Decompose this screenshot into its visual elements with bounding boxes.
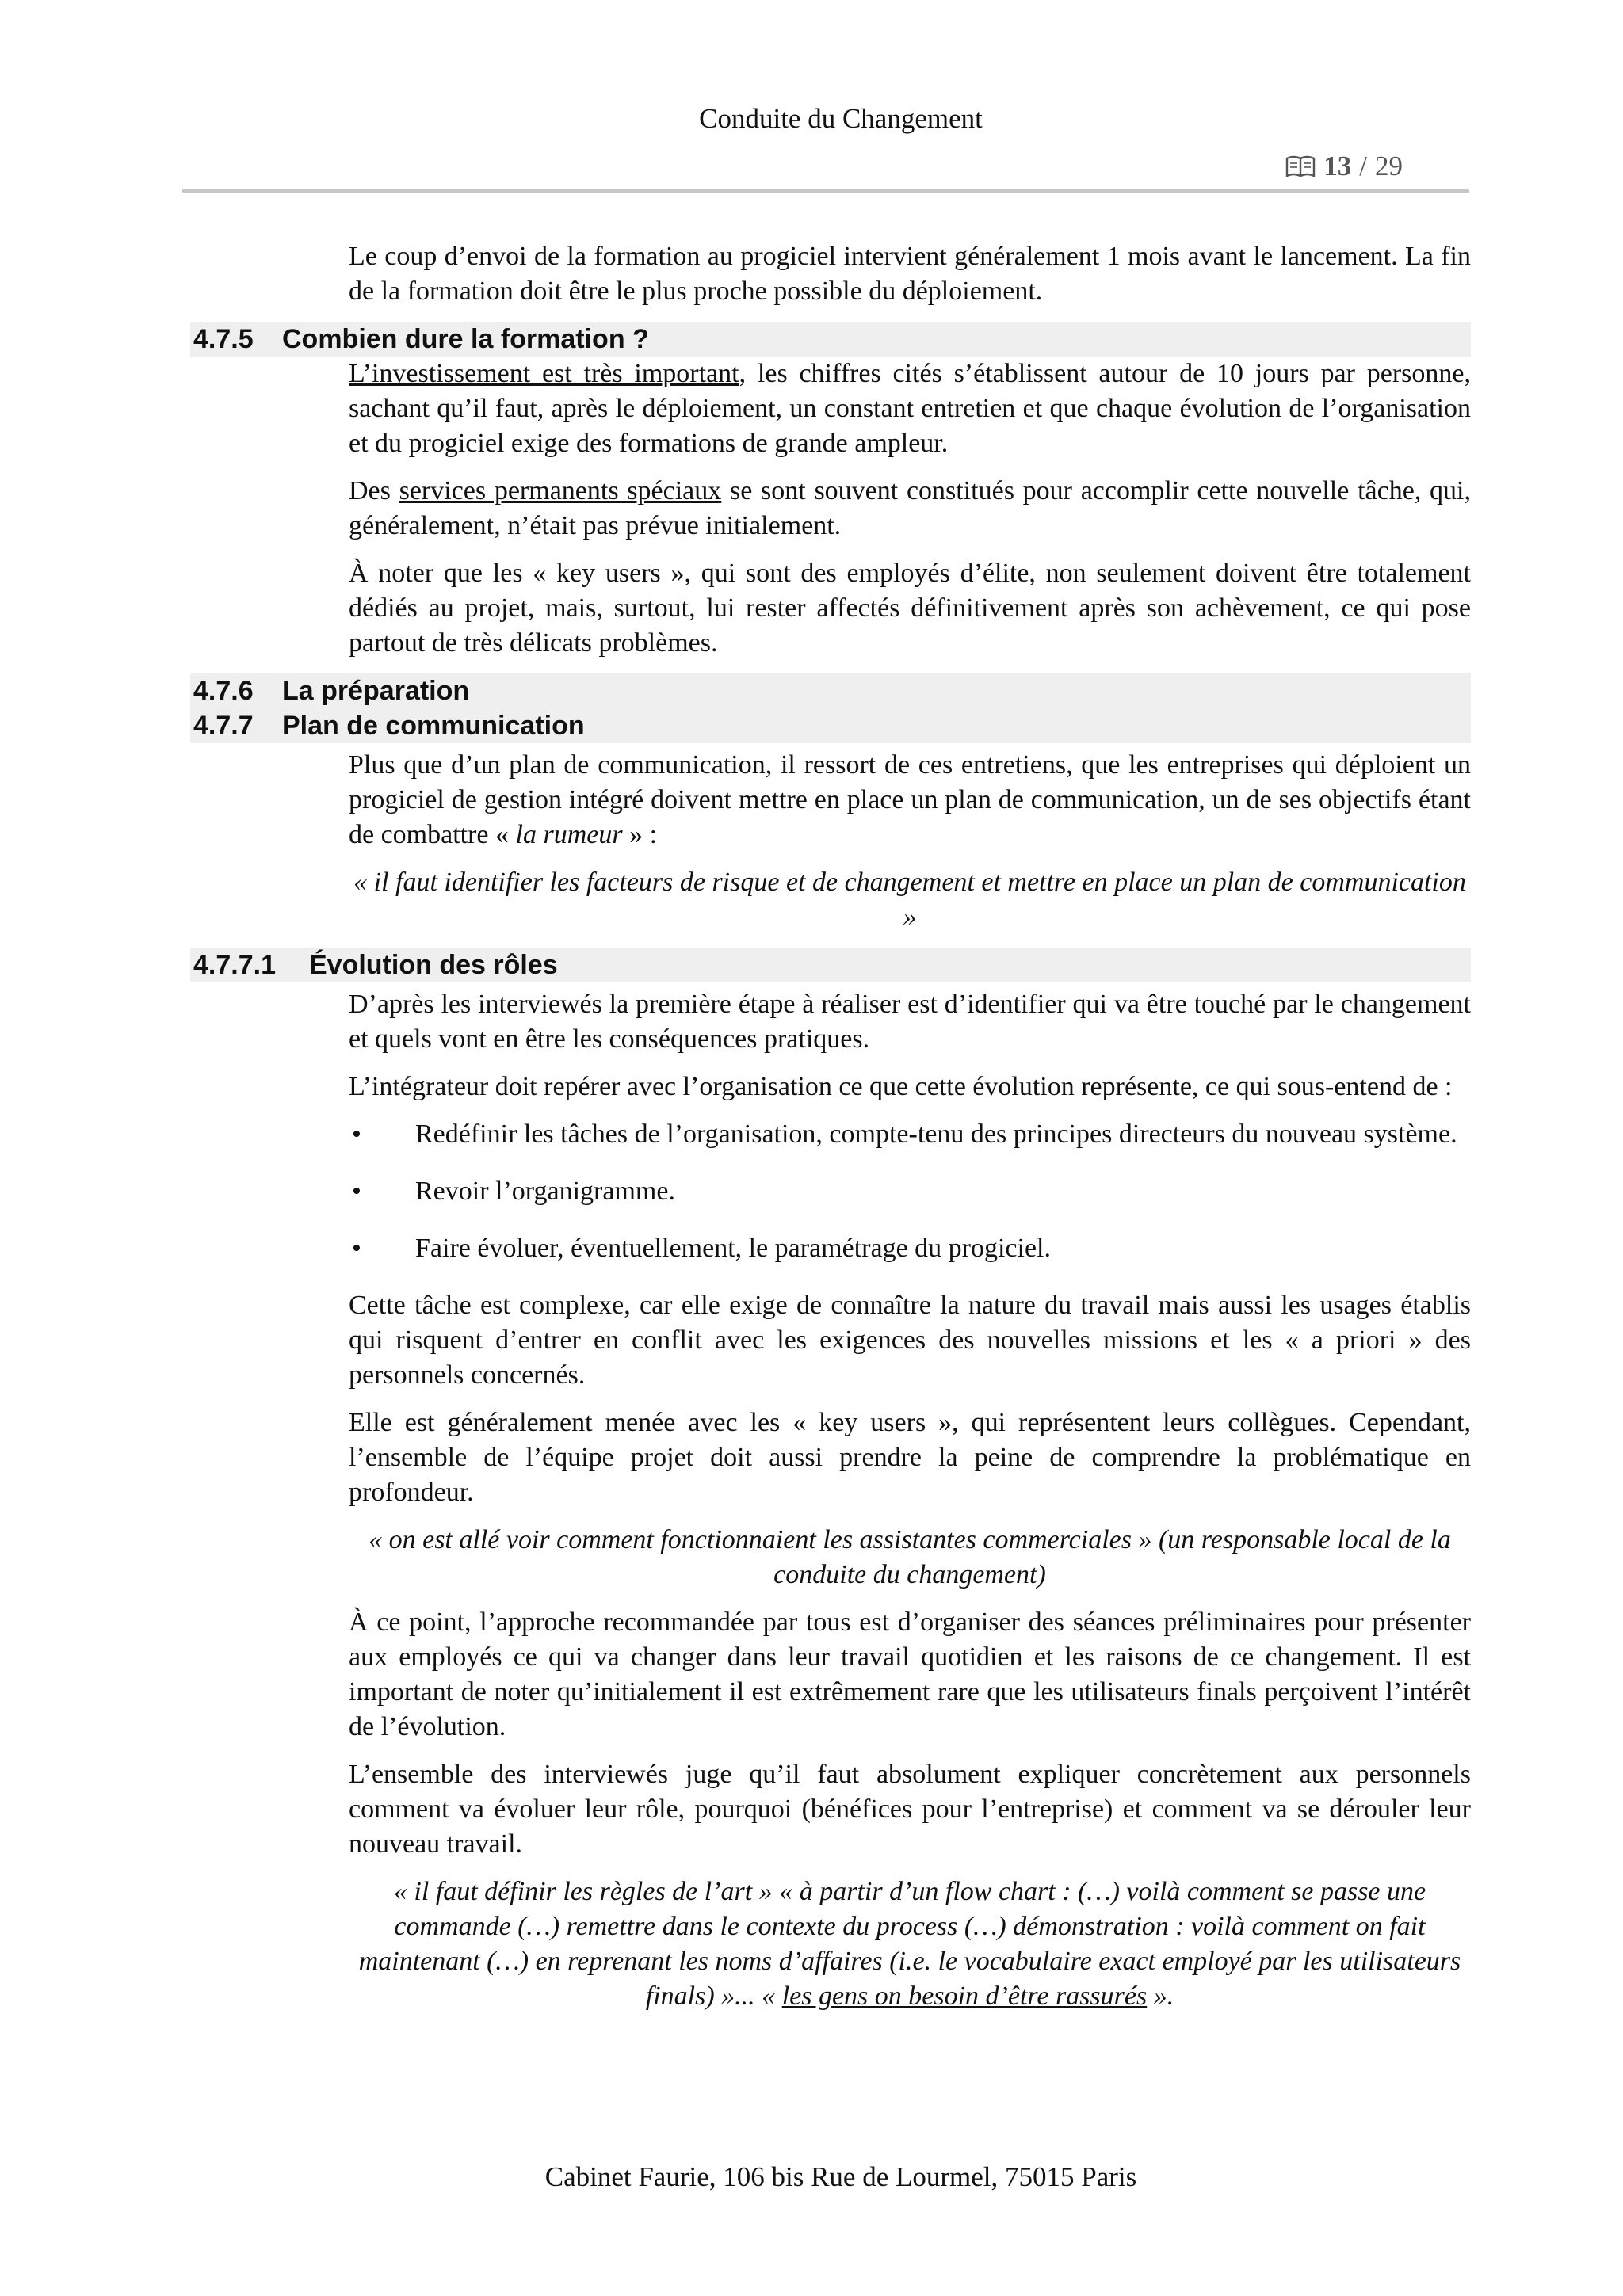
section-title: Évolution des rôles [309, 950, 558, 980]
list-item-text: Faire évoluer, éventuellement, le paramétrage du progiciel. [415, 1234, 1052, 1263]
text-run: se sont souvent constitués pour accomplir cette nouvelle tâche, qui, généralement, n’était pas prévue initialement. [349, 476, 1471, 540]
section-number: 4.7.6 [193, 676, 254, 706]
list-item-text: Revoir l’organigramme. [415, 1177, 675, 1206]
text-run: Des [349, 476, 399, 505]
page-footer: Cabinet Faurie, 106 bis Rue de Lourmel, 75015 Paris [544, 2161, 1137, 2192]
section-title: Plan de communication [282, 711, 585, 741]
paragraph: L’ensemble des interviewés juge qu’il faut absolument expliquer concrètement aux personnels comment va évoluer leur rôle, pourquoi (bénéfices pour l’entreprise) et comment va se dérouler leur nouveau travail. [349, 1760, 1471, 1859]
text-run: , les chiffres cités s’établissent autour de 10 jours par personne, sachant qu’il faut, après le déploiement, un constant entretien et que chaque évolution de l’organisation et du progiciel exige des formations de grande ampleur. [349, 359, 1471, 458]
italic-text: la rumeur [515, 820, 623, 849]
bullet-icon: • [352, 1234, 361, 1263]
document-body [190, 239, 1471, 2027]
book-icon [1285, 154, 1316, 178]
paragraph: D’après les interviewés la première étape à réaliser est d’identifier qui va être touché par le changement et quels vont en être les conséquences pratiques. [349, 990, 1471, 1054]
section-title: Combien dure la formation ? [282, 324, 649, 354]
section-number: 4.7.7.1 [193, 950, 276, 980]
quote: « on est allé voir comment fonctionnaient les assistantes commerciales » (un responsable local de la conduite du changement) [369, 1525, 1451, 1589]
page-separator: / [1359, 151, 1367, 181]
bullet-icon: • [352, 1119, 361, 1149]
section-title: La préparation [282, 676, 470, 706]
list-item [349, 1174, 1471, 1209]
intro-paragraph: Le coup d’envoi de la formation au progiciel intervient généralement 1 mois avant le lancement. La fin de la formation doit être le plus proche possible du déploiement. [349, 242, 1471, 306]
section-number: 4.7.7 [193, 711, 254, 741]
quote: « il faut identifier les facteurs de risque et de changement et mettre en place un plan de communication » [353, 868, 1466, 932]
section-number: 4.7.5 [193, 324, 254, 354]
page-number [1285, 151, 1403, 182]
paragraph: L’intégrateur doit repérer avec l’organisation ce que cette évolution représente, ce qui sous-entend de : [349, 1072, 1453, 1101]
section-heading-4-7-7 [190, 708, 1471, 743]
paragraph: Cette tâche est complexe, car elle exige de connaître la nature du travail mais aussi les usages établis qui risquent d’entrer en conflit avec les exigences des nouvelles missions et les « a priori » des personnels concernés. [349, 1291, 1471, 1390]
header-rule [182, 189, 1469, 193]
underlined-text: les gens on besoin d’être rassurés [781, 1981, 1148, 2011]
text-run: » : [622, 820, 658, 849]
section-heading-4-7-5 [190, 322, 1471, 357]
section-heading-4-7-7-1 [190, 948, 1471, 982]
page-current: 13 [1323, 151, 1352, 181]
paragraph [349, 748, 1471, 852]
list-item-text: Redéfinir les tâches de l’organisation, compte-tenu des principes directeurs du nouveau système. [415, 1119, 1457, 1149]
paragraph: Elle est généralement menée avec les « key users », qui représentent leurs collègues. Cependant, l’ensemble de l’équipe projet doit aussi prendre la peine de comprendre la problématique en profondeur. [349, 1408, 1471, 1507]
paragraph: À ce point, l’approche recommandée par tous est d’organiser des séances préliminaires pour présenter aux employés ce qui va changer dans leur travail quotidien et les raisons de ce changement. Il est important de noter qu’initialement il est extrêmement rare que les utilisateurs finals perçoivent l’intérêt de l’évolution. [349, 1608, 1471, 1741]
section-heading-4-7-6 [190, 673, 1471, 708]
paragraph [349, 474, 1471, 543]
quote [349, 1875, 1471, 2014]
underlined-text: services permanents spéciaux [399, 476, 722, 505]
text-run: ». [1147, 1981, 1174, 2011]
page-header-title: Conduite du Changement [699, 103, 983, 134]
text-run: Plus que d’un plan de communication, il ressort de ces entretiens, que les entreprises qui déploient un progiciel de gestion intégré doivent mettre en place un plan de communication, un de ses objectifs étant de combattre « [349, 750, 1471, 849]
list-item [349, 1231, 1471, 1266]
paragraph: À noter que les « key users », qui sont des employés d’élite, non seulement doivent être totalement dédiés au projet, mais, surtout, lui rester affectés définitivement après son achèvement, ce qui pose partout de très délicats problèmes. [349, 559, 1471, 658]
bullet-icon: • [352, 1177, 361, 1206]
underlined-text: L’investissement est très important [349, 359, 739, 388]
page-total: 29 [1375, 151, 1403, 181]
text-run: « il faut définir les règles de l’art » « à partir d’un flow chart : (…) voilà comment se passe une commande (…) remettre dans le contexte du process (…) démonstration : voilà comment on fait maintenant (…) en reprenant les noms d’affaires (i.e. le vocabulaire exact employé par les utilisateurs finals) »... « [358, 1877, 1461, 2011]
list-item [349, 1117, 1471, 1152]
paragraph [349, 357, 1471, 461]
bullet-list [349, 1117, 1471, 1266]
